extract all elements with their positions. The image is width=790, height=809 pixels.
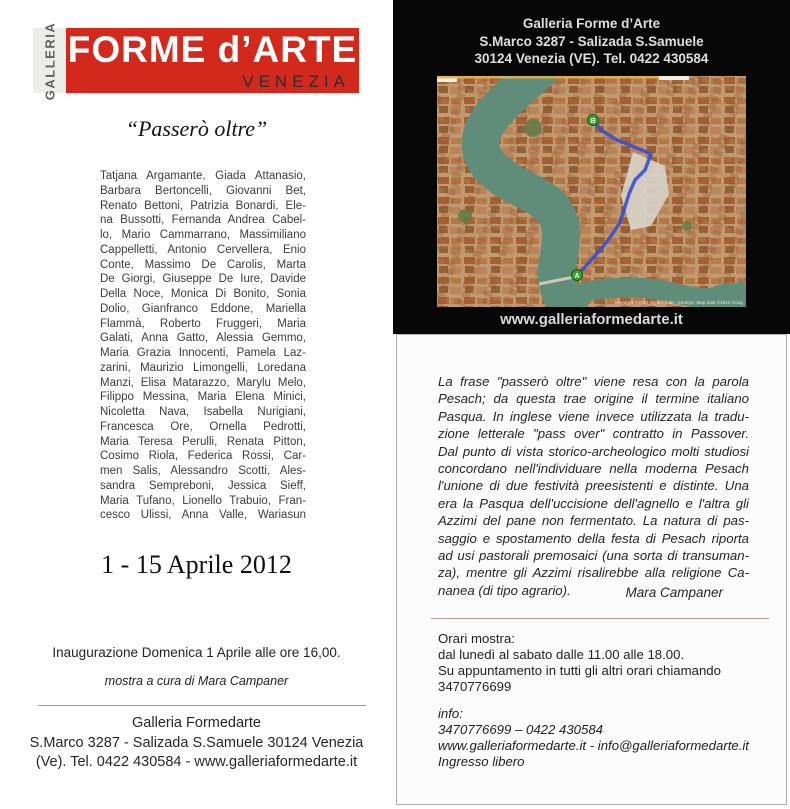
info-web-email: www.galleriaformedarte.it - info@galleriaformedarte.it — [438, 738, 749, 753]
artist-line: De Giorgi, Giuseppe De Iure, Davide — [100, 273, 306, 286]
info-phones: 3470776699 – 0422 430584 — [438, 722, 604, 737]
artist-line: Dolio, Gianfranco Eddone, Mariella — [100, 302, 306, 315]
artist-list — [100, 169, 306, 523]
info-free-entry: Ingresso libero — [438, 754, 525, 769]
footer-gallery-address: S.Marco 3287 - Salizada S.Samuele 30124 Venezia — [29, 735, 364, 751]
map-park — [458, 209, 472, 223]
exhibition-title: “Passerò oltre” — [125, 116, 268, 141]
text-line: saggio e spostamento della festa di Pesach riporta — [438, 530, 749, 546]
text-line: era la Pasqua dell'uccisione dell'agnello e l'altra gli — [438, 495, 749, 511]
logo-galleria-strip — [33, 21, 66, 100]
map-park — [524, 119, 542, 137]
artist-line: Flammà, Roberto Fruggeri, Maria — [100, 317, 306, 330]
text-line: La frase "passerò oltre" viene resa con la parola — [438, 374, 749, 389]
artist-line: Maria Teresa Perulli, Renata Pitton, — [100, 435, 306, 448]
artist-line: Manzi, Elisa Matarazzo, Marylu Melo, — [100, 376, 306, 389]
artist-line: Maria Tufano, Lionello Trabuio, Fran- — [100, 494, 306, 507]
inauguration-text: Inaugurazione Domenica 1 Aprile alle ore 16,00. — [52, 645, 341, 660]
logo-city-text: VENEZIA — [242, 72, 350, 91]
artist-line: Nicoletta Nava, Isabella Nurigiani, — [100, 406, 306, 418]
artist-line: Cosimo Riola, Federica Rossi, Car- — [100, 450, 306, 463]
gallery-name: Galleria Forme d’Arte — [522, 16, 661, 31]
exhibition-dates: 1 - 15 Aprile 2012 — [101, 550, 292, 579]
artist-line: Barbara Bertoncelli, Giovanni Bet, — [100, 184, 306, 197]
footer-gallery-name: Galleria Formedarte — [132, 715, 261, 731]
text-line: l'unione di due festività preesistenti e distinte. Una — [438, 478, 749, 494]
artist-line: na Bussotti, Fernanda Andrea Cabel- — [100, 214, 306, 227]
marker-b-label: B — [590, 117, 596, 125]
artist-line: zarini, Maurizio Limongelli, Loredana — [100, 361, 306, 374]
hours-phone: 3470776699 — [438, 679, 512, 694]
website-url: www.galleriaformedarte.it — [500, 311, 683, 328]
artist-line: Renato Bettoni, Patrizia Bonardi, Ele- — [100, 199, 306, 212]
text-line: Dal punto di vista storico-archeologico molti studiosi — [438, 443, 749, 459]
map-top-box — [659, 76, 689, 80]
text-line: concordano nell'individuare nella moderna Pesach — [438, 461, 749, 477]
artist-line: Tatjana Argamante, Giada Attanasio, — [100, 170, 306, 182]
artist-line: lo, Mario Cammarrano, Massimiliano — [100, 229, 306, 241]
artist-line: men Salis, Alessandro Scotti, Ales- — [100, 465, 306, 477]
right-divider-line — [431, 618, 769, 619]
text-line: Pesach; da questa trae origine il termine italiano — [438, 391, 749, 407]
right-bottom-panel — [396, 334, 787, 805]
text-line: ad usi pastorali premosaici (una sorta di transuman- — [438, 548, 749, 564]
artist-line: sandra Sempreboni, Jessica Sieff, — [100, 479, 306, 492]
hours-block — [438, 631, 721, 695]
text-line: nanea (di tipo agrario). — [438, 582, 571, 598]
artist-line: cesco Ulissi, Anna Valle, Wariasun — [100, 509, 306, 522]
gallery-logo — [33, 21, 359, 100]
map-credit: Immagini ©2012 DigitalGlobe, GeoEye, Map data ©2012 Goog — [614, 300, 743, 305]
curator-text: mostra a cura di Mara Campaner — [104, 674, 289, 688]
signature: Mara Campaner — [625, 585, 723, 600]
marker-a-label: A — [574, 272, 580, 280]
gallery-address: S.Marco 3287 - Salizada S.Samuele — [479, 33, 704, 49]
gallery-phone: 30124 Venezia (VE). Tel. 0422 430584 — [474, 51, 709, 66]
artist-line: Conte, Massimo De Carolis, Marta — [100, 258, 306, 271]
footer-gallery-contact: (Ve). Tel. 0422 430584 - www.galleriaformedarte.it — [35, 754, 358, 770]
text-line: za), mentre gli Azzimi risalirebbe alla religione Ca- — [438, 565, 749, 581]
artist-line: Galati, Anna Gatto, Alessia Gemmo, — [100, 332, 306, 345]
left-footer — [0, 714, 393, 772]
left-divider-line — [38, 705, 366, 706]
pesach-text — [438, 373, 749, 599]
logo-red-box — [66, 28, 359, 93]
hours-title: Orari mostra: — [438, 631, 515, 646]
hours-line: Su appuntamento in tutti gli altri orari chiamando — [438, 663, 721, 678]
venice-satellite-map — [437, 76, 746, 307]
map-top-line — [437, 76, 667, 79]
hours-line: dal lunedì al sabato dalle 11.00 alle 18.00. — [438, 647, 685, 662]
text-line: zione letterale "pass over" contratto in Passover. — [438, 426, 749, 442]
artist-line: Della Noce, Monica Di Bonito, Sonia — [100, 288, 306, 300]
text-line: Pasqua. In inglese viene invece utilizzata la tradu- — [438, 408, 749, 424]
logo-brand-text: FORME d’ARTE — [67, 29, 358, 70]
right-header — [393, 15, 790, 68]
logo-galleria-text: GALLERIA — [42, 21, 57, 100]
info-title: info: — [438, 706, 463, 721]
artist-line: Francesca Ore, Ornella Pedrotti, — [100, 420, 306, 433]
left-panel — [0, 0, 393, 809]
artist-line: Cappelletti, Antonio Cervellera, Enio — [100, 243, 306, 256]
map-park — [682, 221, 692, 231]
artist-line: Maria Grazia Innocenti, Pamela Laz- — [100, 347, 306, 359]
right-top-panel — [393, 0, 790, 334]
artist-line: Filippo Messina, Maria Elena Minici, — [100, 391, 306, 404]
info-block — [438, 706, 749, 770]
text-line: Azzimi del pane non fermentato. La natura di pas- — [438, 513, 749, 529]
